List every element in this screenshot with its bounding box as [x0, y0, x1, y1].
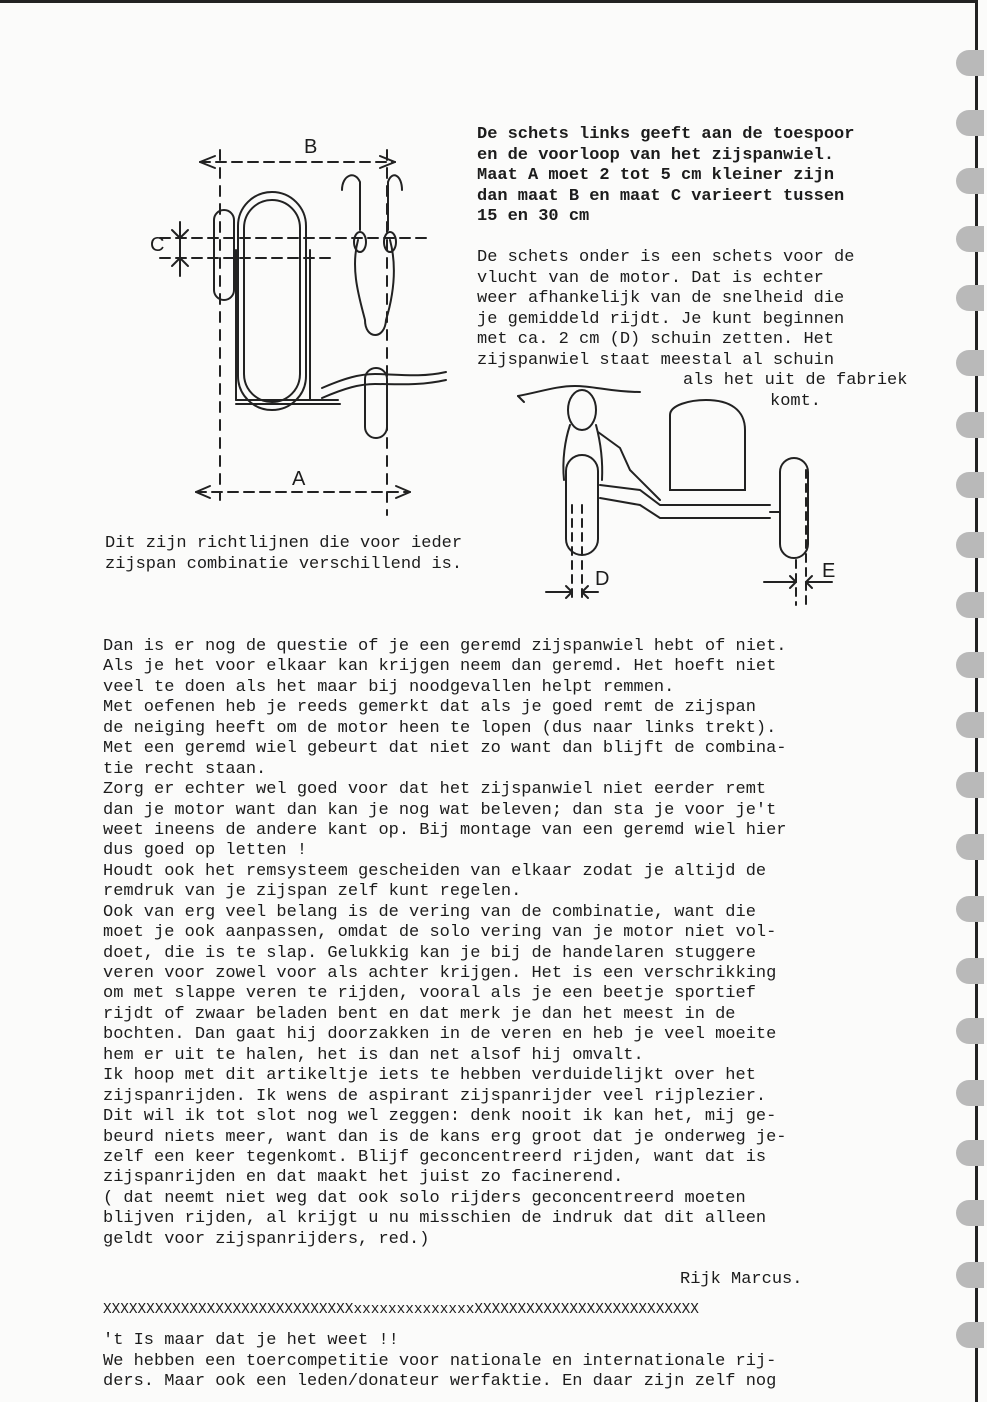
binder-hole [956, 1200, 984, 1226]
body-line: ( dat neemt niet weg dat ook solo rijders geconcentreerd moeten [103, 1188, 746, 1208]
binder-hole [956, 834, 984, 860]
body-line: zijspanrijden. Ik wens de aspirant zijspanrijder veel rijplezier. [103, 1086, 767, 1106]
binder-hole [956, 958, 984, 984]
body-line: doet, die is te slap. Gelukkig kan je bij de handelaren stuggere [103, 943, 756, 963]
body-line: Ik hoop met dit artikeltje iets te hebben verduidelijkt over het [103, 1066, 756, 1086]
body-line: rijdt of zwaar beladen bent en dat merk je dan het meest in de [103, 1004, 736, 1024]
label-b: B [304, 136, 318, 158]
author-signature: Rijk Marcus. [680, 1270, 803, 1289]
body-line: om met slappe veren te rijden, vooral als je een beetje sportief [103, 984, 756, 1004]
body-line: de neiging heeft om de motor heen te lopen (dus naar links trekt). [103, 718, 777, 738]
binder-hole [956, 772, 984, 798]
right-text2-line: De schets onder is een schets voor de [477, 248, 855, 267]
footer-line: ders. Maar ook een leden/donateur werfaktie. En daar zijn zelf nog [103, 1372, 777, 1391]
body-line: Als je het voor elkaar kan krijgen neem dan geremd. Het hoeft niet [103, 657, 777, 677]
body-line: Zorg er echter wel goed voor dat het zijspanwiel niet eerder remt [103, 780, 767, 800]
body-line: veren voor zowel voor als achter krijgen. Het is een verschrikking [103, 964, 777, 983]
binder-hole [956, 652, 984, 678]
right-text2-line: met ca. 2 cm (D) schuin zetten. Het [477, 330, 835, 349]
footer-line: 't Is maar dat je het weet !! [103, 1331, 399, 1350]
separator-line: XXXXXXXXXXXXXXXXXXXXXXXXXXXXXxxxxxxxxxxxxxxXXXXXXXXXXXXXXXXXXXXXXXXXX [103, 1302, 699, 1318]
binder-hole [956, 712, 984, 738]
body-line: dus goed op letten ! [103, 841, 308, 861]
label-a: A [292, 468, 306, 490]
right-text-line: Maat A moet 2 tot 5 cm kleiner zijn [477, 166, 835, 185]
right-text2-line: vlucht van de motor. Dat is echter [477, 268, 824, 288]
binder-hole [956, 1080, 984, 1106]
article-body [103, 637, 787, 1250]
body-line: dan je motor want dan kan je nog wat beleven; dan sta je voor je't [103, 800, 777, 820]
body-line: Houdt ook het remsysteem gescheiden van elkaar zodat je altijd de [103, 861, 767, 881]
right-text2-line: weer afhankelijk van de snelheid die [477, 289, 845, 308]
body-line: zijspanrijden en dat maakt het juist zo facinerend. [103, 1168, 624, 1188]
right-text-line: 15 en 30 cm [477, 207, 590, 226]
binder-hole [956, 1018, 984, 1044]
body-line: remdruk van je zijspan zelf kunt regelen. [103, 882, 522, 902]
right-text2-line: je gemiddeld rijdt. Je kunt beginnen [477, 309, 845, 329]
top-view-diagram [160, 150, 446, 515]
body-line: hem er uit te halen, het is dan net alsof hij omvalt. [103, 1045, 644, 1065]
right-text3-line: als het uit de fabriek [683, 371, 908, 390]
body-line: weet ineens de andere kant op. Bij montage van een geremd wiel hier [103, 820, 787, 840]
binder-hole [956, 1322, 984, 1348]
right-text-line: en de voorloop van het zijspanwiel. [477, 145, 835, 165]
binder-hole [956, 896, 984, 922]
footer-line: We hebben een toercompetitie voor nationale en internationale rij- [103, 1351, 777, 1371]
binder-hole [956, 1262, 984, 1288]
binder-hole [956, 1140, 984, 1166]
right-text2-line: zijspanwiel staat meestal al schuin [477, 350, 835, 370]
body-line: beurd niets meer, want dan is de kans erg groot dat je onderweg je- [103, 1127, 787, 1147]
body-line: Dit wil ik tot slot nog wel zeggen: denk nooit ik kan het, mij ge- [103, 1107, 777, 1127]
body-line: veel te doen als het maar bij noodgevallen helpt remmen. [103, 677, 675, 697]
body-line: blijven rijden, al krijgt u nu misschien de indruk dat dit alleen [103, 1209, 767, 1229]
label-c: C [150, 234, 165, 256]
right-text-line: dan maat B en maat C varieert tussen [477, 186, 845, 206]
right-text3-line: komt. [770, 392, 822, 411]
body-line: moet je ook aanpassen, omdat de solo vering van je motor niet vol- [103, 923, 777, 943]
front-view-diagram [518, 386, 832, 605]
body-line: Ook van erg veel belang is de vering van de combinatie, want die [103, 902, 756, 922]
diagram-caption-line: Dit zijn richtlijnen die voor ieder [105, 534, 463, 553]
label-e: E [822, 560, 836, 582]
body-line: bochten. Dan gaat hij doorzakken in de veren en heb je veel moeite [103, 1025, 777, 1045]
body-line: zelf een keer tegenkomt. Blijf geconcentreerd rijden, want dat is [103, 1147, 767, 1167]
body-line: tie recht staan. [103, 759, 267, 779]
right-text-line: De schets links geeft aan de toespoor [477, 125, 855, 144]
diagram-caption-line: zijspan combinatie verschillend is. [105, 555, 463, 574]
body-line: geldt voor zijspanrijders, red.) [103, 1229, 430, 1249]
body-line: Dan is er nog de questie of je een geremd zijspanwiel hebt of niet. [103, 637, 787, 656]
label-d: D [595, 568, 610, 590]
body-line: Met een geremd wiel gebeurt dat niet zo want dan blijft de combina- [103, 739, 787, 759]
body-line: Met oefenen heb je reeds gemerkt dat als je goed remt de zijspan [103, 698, 756, 718]
